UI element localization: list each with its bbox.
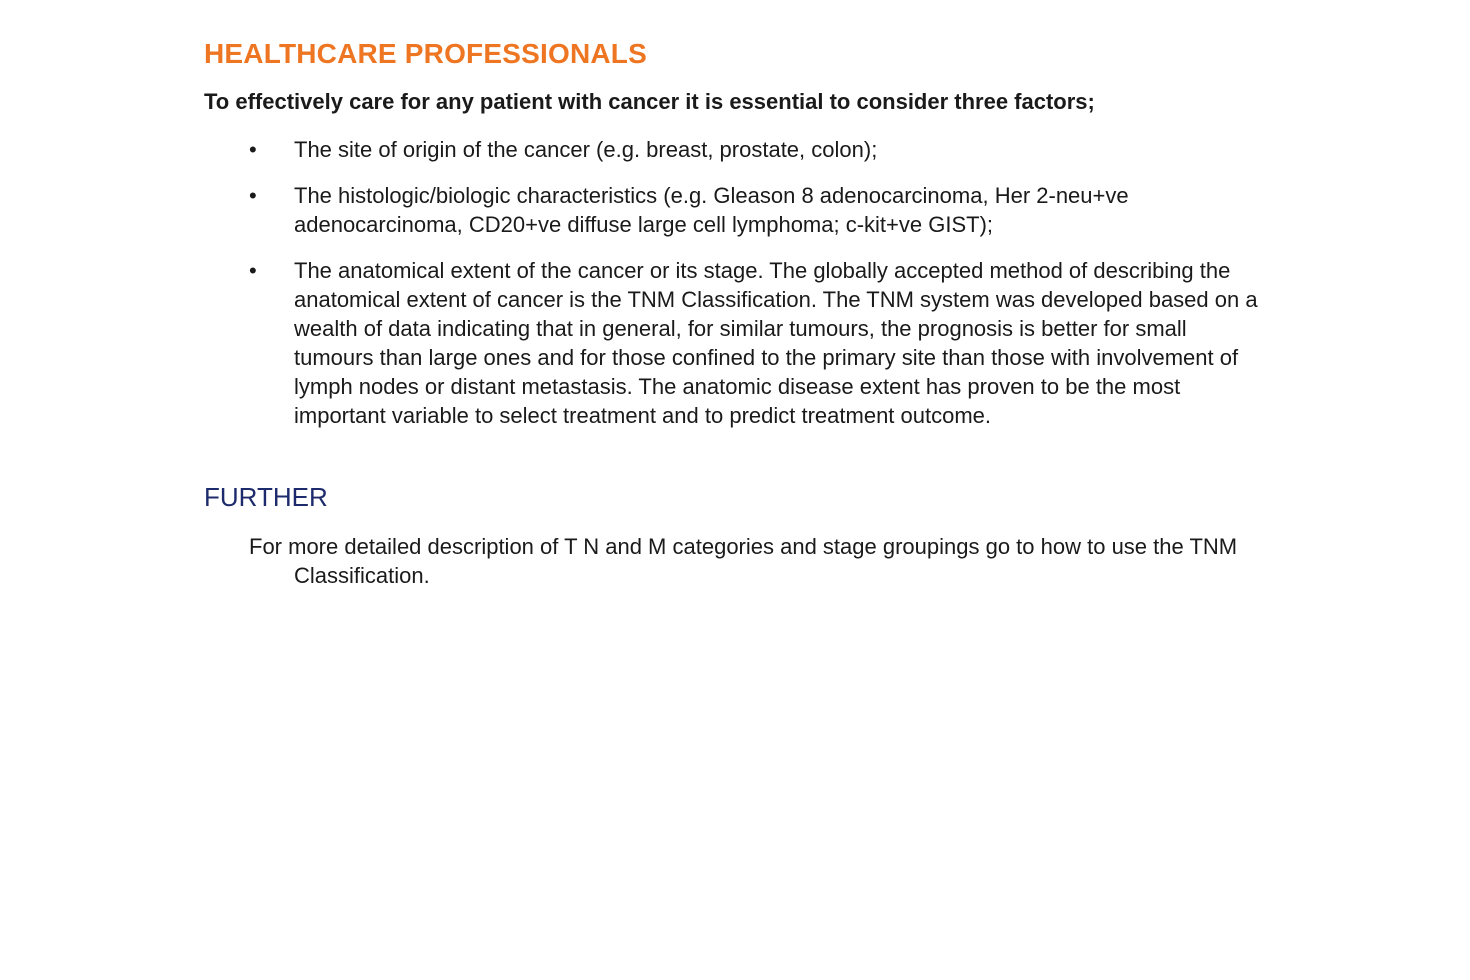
intro-text: To effectively care for any patient with cancer it is essential to consider three factors; bbox=[204, 89, 1095, 114]
further-text: For more detailed description of T N and M categories and stage groupings go to how to use the TNM Classification. bbox=[249, 534, 1238, 588]
list-item bbox=[249, 181, 1259, 239]
list-item bbox=[249, 135, 1259, 164]
list-item-text: The anatomical extent of the cancer or its stage. The globally accepted method of describing the anatomical extent of cancer is the TNM Classification. The TNM system was developed based on a wealth of data indicating that in general, for similar tumours, the prognosis is better for small tumours than large ones and for those confined to the primary site than those with involvement of lymph nodes or distant metastasis. The anatomic disease extent has proven to be the most important variable to select treatment and to predict treatment outcome. bbox=[294, 258, 1258, 428]
section-heading: HEALTHCARE PROFESSIONALS bbox=[204, 38, 647, 69]
bullet-icon: • bbox=[249, 137, 257, 162]
factors-list bbox=[249, 135, 1259, 447]
list-item bbox=[249, 256, 1259, 430]
list-item-text: The site of origin of the cancer (e.g. breast, prostate, colon); bbox=[294, 137, 878, 162]
further-heading: FURTHER bbox=[204, 482, 328, 512]
bullet-icon: • bbox=[249, 258, 257, 283]
list-item-text: The histologic/biologic characteristics (e.g. Gleason 8 adenocarcinoma, Her 2-neu+ve adenocarcinoma, CD20+ve diffuse large cell lymphoma; c-kit+ve GIST); bbox=[294, 183, 1129, 237]
bullet-icon: • bbox=[249, 183, 257, 208]
